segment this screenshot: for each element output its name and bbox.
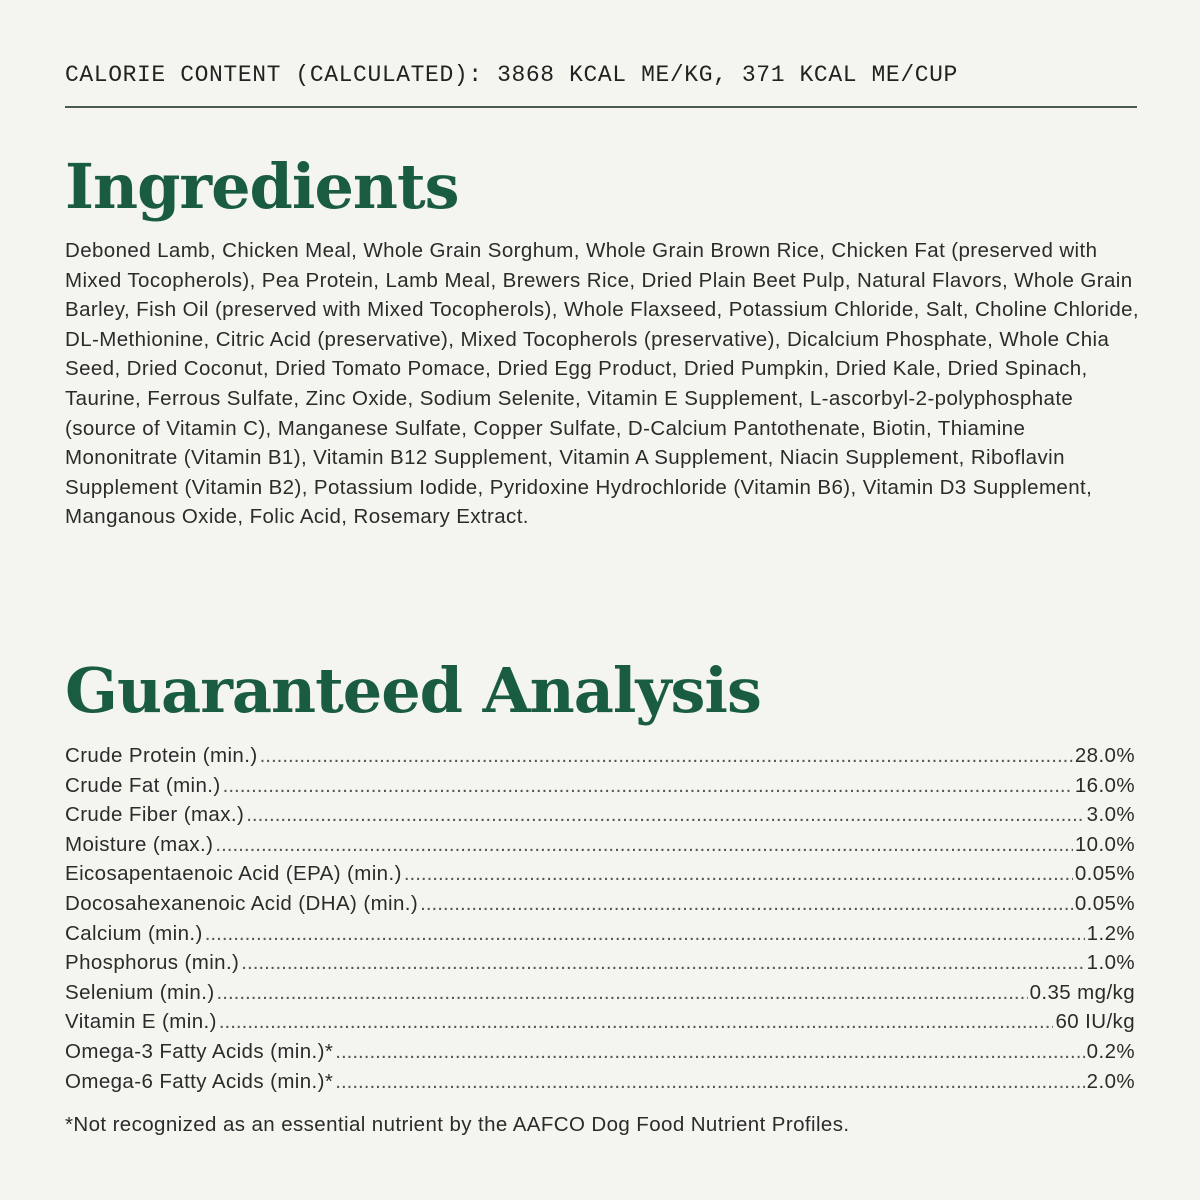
analysis-value: 3.0%	[1086, 803, 1135, 827]
analysis-row	[65, 771, 1135, 801]
guaranteed-analysis-table	[65, 741, 1135, 1096]
analysis-row	[65, 948, 1135, 978]
dot-leader	[215, 830, 1072, 860]
dot-leader	[335, 1067, 1084, 1097]
analysis-label: Eicosapentaenoic Acid (EPA) (min.)	[65, 862, 402, 886]
analysis-label: Vitamin E (min.)	[65, 1010, 217, 1034]
dot-leader	[246, 800, 1084, 830]
analysis-value: 0.05%	[1074, 862, 1135, 886]
analysis-label: Docosahexanenoic Acid (DHA) (min.)	[65, 891, 419, 915]
analysis-row	[65, 1037, 1135, 1067]
dot-leader	[223, 771, 1073, 801]
analysis-row	[65, 859, 1135, 889]
analysis-row	[65, 830, 1135, 860]
analysis-row	[65, 741, 1135, 771]
dot-leader	[219, 1007, 1054, 1037]
analysis-row	[65, 978, 1135, 1008]
analysis-value: 1.0%	[1086, 951, 1135, 975]
dot-leader	[335, 1037, 1084, 1067]
analysis-label: Selenium (min.)	[65, 980, 215, 1004]
analysis-label: Crude Protein (min.)	[65, 744, 258, 767]
calorie-content: CALORIE CONTENT (CALCULATED): 3868 KCAL ME/KG, 371 KCAL ME/CUP	[65, 62, 958, 88]
analysis-value: 0.2%	[1086, 1039, 1135, 1063]
analysis-label: Calcium (min.)	[65, 921, 203, 945]
divider	[65, 106, 1137, 108]
analysis-row	[65, 919, 1135, 949]
analysis-value: 2.0%	[1086, 1069, 1135, 1093]
analysis-value: 60 IU/kg	[1055, 1010, 1135, 1034]
analysis-value: 1.2%	[1086, 921, 1135, 945]
analysis-label: Omega-6 Fatty Acids (min.)*	[65, 1069, 334, 1093]
dot-leader	[241, 948, 1084, 978]
analysis-row	[65, 1007, 1135, 1037]
analysis-row	[65, 889, 1135, 919]
dot-leader	[420, 889, 1073, 919]
analysis-label: Crude Fat (min.)	[65, 773, 221, 797]
dot-leader	[260, 741, 1073, 771]
analysis-value: 10.0%	[1074, 832, 1135, 856]
guaranteed-analysis-heading: Guaranteed Analysis	[65, 654, 761, 727]
dot-leader	[205, 919, 1085, 949]
analysis-value: 0.35 mg/kg	[1029, 980, 1135, 1004]
analysis-row	[65, 800, 1135, 830]
analysis-value: 28.0%	[1074, 744, 1135, 767]
dot-leader	[404, 859, 1073, 889]
analysis-label: Moisture (max.)	[65, 832, 214, 856]
dot-leader	[217, 978, 1028, 1008]
analysis-row	[65, 1067, 1135, 1097]
analysis-label: Crude Fiber (max.)	[65, 803, 245, 827]
analysis-value: 0.05%	[1074, 891, 1135, 915]
footnote: *Not recognized as an essential nutrient by the AAFCO Dog Food Nutrient Profiles.	[65, 1113, 850, 1136]
ingredients-heading: Ingredients	[65, 150, 459, 223]
ingredients-list: Deboned Lamb, Chicken Meal, Whole Grain Sorghum, Whole Grain Brown Rice, Chicken Fat (preserved with Mixed Tocopherols), Pea Protein, Lamb Meal, Brewers Rice, Dried Plain Beet Pulp, Natural Flavors, Whole Grain Barley, Fish Oil (preserved with Mixed Tocopherols), Whole Flaxseed, Potassium Chloride, Salt, Choline Chloride, DL-Methionine, Citric Acid (preservative), Mixed Tocopherols (preservative), Dicalcium Phosphate, Whole Chia Seed, Dried Coconut, Dried Tomato Pomace, Dried Egg Product, Dried Pumpkin, Dried Kale, Dried Spinach, Taurine, Ferrous Sulfate, Zinc Oxide, Sodium Selenite, Vitamin E Supplement, L-ascorbyl-2-polyphosphate (source of Vitamin C), Manganese Sulfate, Copper Sulfate, D-Calcium Pantothenate, Biotin, Thiamine Mononitrate (Vitamin B1), Vitamin B12 Supplement, Vitamin A Supplement, Niacin Supplement, Riboflavin Supplement (Vitamin B2), Potassium Iodide, Pyridoxine Hydrochloride (Vitamin B6), Vitamin D3 Supplement, Manganous Oxide, Folic Acid, Rosemary Extract.	[65, 239, 1140, 529]
analysis-value: 16.0%	[1074, 773, 1135, 797]
analysis-label: Omega-3 Fatty Acids (min.)*	[65, 1039, 334, 1063]
analysis-label: Phosphorus (min.)	[65, 951, 240, 975]
